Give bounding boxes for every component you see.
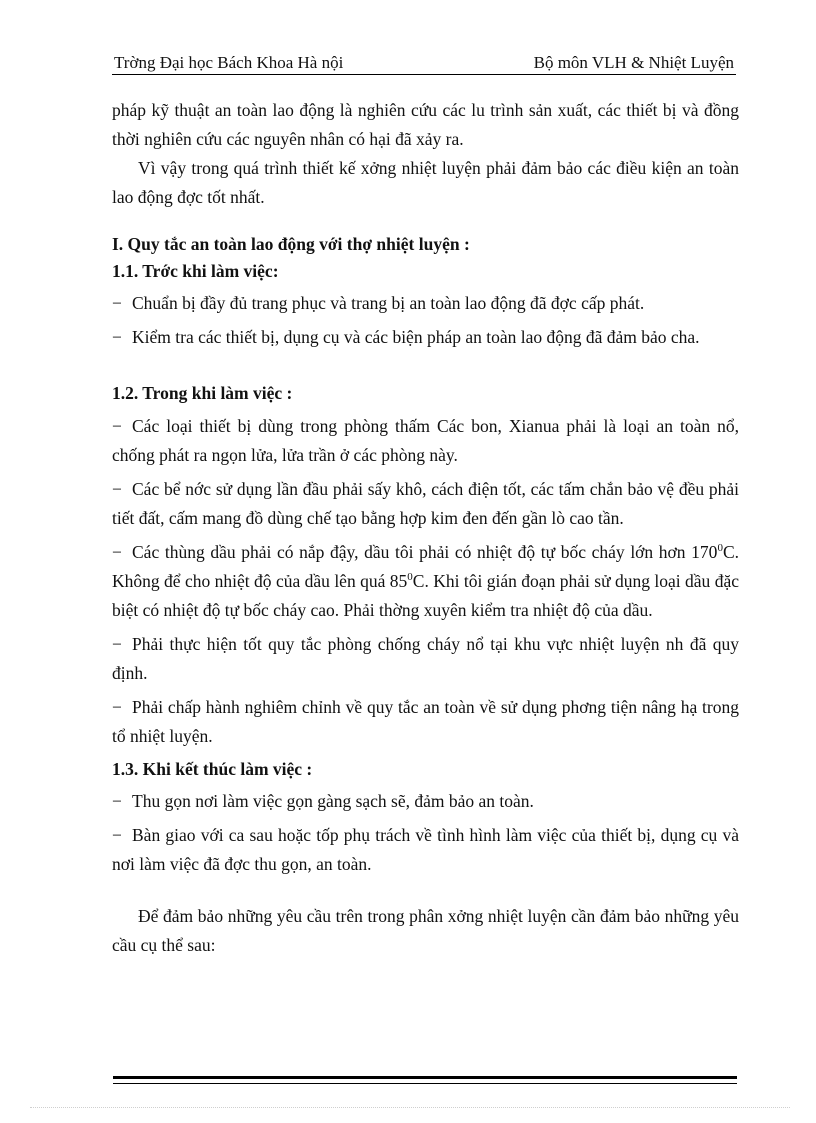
page-edge-dotted bbox=[30, 1107, 790, 1108]
intro-paragraph-1: pháp kỹ thuật an toàn lao động là nghiên cứu các lu trình sản xuất, các thiết bị và đồng thời nghiên cứu các nguyên nhân có hại đã xảy ra. bbox=[112, 100, 739, 149]
list-item: − Phải thực hiện tốt quy tắc phòng chống cháy nổ tại khu vực nhiệt luyện nh đã quy định. bbox=[112, 630, 739, 688]
list-item: − Kiểm tra các thiết bị, dụng cụ và các biện pháp an toàn lao động đã đảm bảo cha. bbox=[112, 323, 739, 352]
list-item: − Bàn giao với ca sau hoặc tốp phụ trách về tình hình làm việc của thiết bị, dụng cụ và nơi làm việc đã đợc thu gọn, an toàn. bbox=[112, 821, 739, 879]
dash-bullet: − bbox=[112, 416, 122, 436]
list-item: − Chuẩn bị đầy đủ trang phục và trang bị an toàn lao động đã đợc cấp phát. bbox=[112, 289, 739, 318]
dash-bullet: − bbox=[112, 791, 122, 811]
header-university: Trờng Đại học Bách Khoa Hà nội bbox=[114, 53, 344, 72]
header-department: Bộ môn VLH & Nhiệt Luyện bbox=[533, 53, 734, 72]
list-item: − Các bể nớc sử dụng lần đầu phải sấy khô, cách điện tốt, các tấm chắn bảo vệ đều phải tiết đất, cấm mang đồ dùng chế tạo bằng hợp kim đen đến gần lò cao tần. bbox=[112, 475, 739, 533]
document-body bbox=[112, 96, 739, 960]
footer-rule-thick bbox=[113, 1076, 737, 1079]
dash-bullet: − bbox=[112, 634, 122, 654]
dash-bullet: − bbox=[112, 293, 122, 313]
dash-bullet: − bbox=[112, 697, 122, 717]
list-item: − Các loại thiết bị dùng trong phòng thấm Các bon, Xianua phải là loại an toàn nổ, chống phát ra ngọn lửa, lửa trần ở các phòng này. bbox=[112, 412, 739, 470]
page-header bbox=[112, 50, 736, 75]
footer-rule-thin bbox=[113, 1083, 737, 1084]
section-1-2-heading: 1.2. Trong khi làm việc : bbox=[112, 383, 293, 403]
dash-bullet: − bbox=[112, 825, 122, 845]
list-item-oil: − Các thùng dầu phải có nắp đậy, dầu tôi phải có nhiệt độ tự bốc cháy lớn hơn $170^0C$. Không để cho nhiệt độ của dầu lên quá $85^0C$. Khi tôi gián đoạn phải sử dụng loại dầu đặc biệt có nhiệt độ tự bốc cháy cao. Phải thờng xuyên kiểm tra nhiệt độ của dầu. bbox=[112, 538, 739, 625]
list-item: − Phải chấp hành nghiêm chỉnh về quy tắc an toàn về sử dụng phơng tiện nâng hạ trong tổ nhiệt luyện. bbox=[112, 693, 739, 751]
section-1-1-heading: 1.1. Trớc khi làm việc: bbox=[112, 261, 279, 281]
section-1-heading: I. Quy tắc an toàn lao động với thợ nhiệt luyện : bbox=[112, 234, 470, 254]
section-1-3-heading: 1.3. Khi kết thúc làm việc : bbox=[112, 759, 313, 779]
dash-bullet: − bbox=[112, 479, 122, 499]
closing-paragraph: Để đảm bảo những yêu cầu trên trong phân xởng nhiệt luyện cần đảm bảo những yêu cầu cụ thể sau: bbox=[112, 906, 739, 955]
intro-paragraph-2: Vì vậy trong quá trình thiết kế xởng nhiệt luyện phải đảm bảo các điều kiện an toàn lao động đợc tốt nhất. bbox=[112, 158, 739, 207]
dash-bullet: − bbox=[112, 542, 122, 562]
dash-bullet: − bbox=[112, 327, 122, 347]
list-item: − Thu gọn nơi làm việc gọn gàng sạch sẽ, đảm bảo an toàn. bbox=[112, 787, 739, 816]
